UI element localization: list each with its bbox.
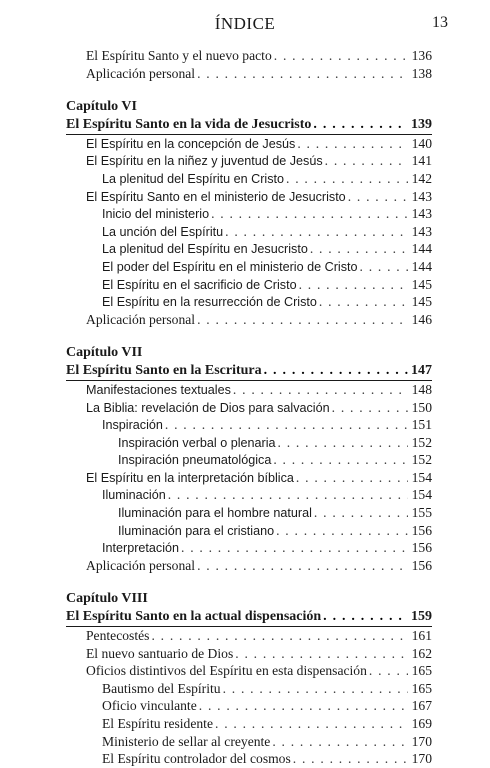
toc-entry [66, 47, 432, 65]
toc-entry-page: 154 [411, 469, 432, 485]
toc-entry-page: 156 [411, 522, 432, 538]
dot-leader [296, 469, 408, 487]
dot-leader [168, 486, 408, 504]
toc-entry [66, 205, 432, 223]
toc-entry [66, 434, 432, 452]
toc-entry-label: La plenitud del Espíritu en Jesucristo [102, 242, 308, 257]
toc-entry [66, 451, 432, 469]
toc-entry-page: 145 [411, 276, 432, 292]
toc-entry-label: Inspiración pneumatológica [118, 453, 272, 468]
dot-leader [314, 504, 408, 522]
toc-entry [66, 504, 432, 522]
toc-entry-label: El Espíritu Santo en el ministerio de Jesucristo [86, 189, 346, 204]
toc-entry-label: La Biblia: revelación de Dios para salvación [86, 400, 330, 415]
toc-entry [66, 258, 432, 276]
dot-leader [264, 362, 408, 380]
toc-entry [66, 733, 432, 751]
chapter-title-row [66, 362, 432, 381]
dot-leader [165, 416, 408, 434]
toc-entry [66, 293, 432, 311]
dot-leader [273, 451, 408, 469]
toc-entry [66, 680, 432, 698]
toc-entry [66, 750, 432, 768]
page-header [0, 14, 490, 34]
toc-entry [66, 152, 432, 170]
toc-entry-label: El nuevo santuario de Dios [86, 645, 234, 661]
chapter-title-row [66, 608, 432, 627]
chapter-title: El Espíritu Santo en la Escritura [66, 363, 262, 379]
toc-entry-page: 165 [411, 663, 432, 679]
toc-entry-label: La plenitud del Espíritu en Cristo [102, 171, 285, 186]
dot-leader [276, 522, 408, 540]
toc-entry-page: 151 [411, 417, 432, 433]
dot-leader [197, 311, 408, 329]
dot-leader [348, 188, 408, 206]
toc-entry-label: Bautismo del Espíritu [102, 680, 221, 696]
toc-entry [66, 486, 432, 504]
toc-entry-label: Manifestaciones textuales [86, 382, 231, 397]
toc-entry [66, 715, 432, 733]
dot-leader [223, 680, 408, 698]
dot-leader [197, 65, 408, 83]
dot-leader [278, 434, 408, 452]
toc-entry-page: 144 [411, 258, 432, 274]
toc-entry-label: Inspiración verbal o plenaria [118, 435, 276, 450]
toc-entry-page: 162 [411, 645, 432, 661]
toc-entry-label: Aplicación personal [86, 311, 196, 327]
dot-leader [313, 116, 408, 134]
chapter-heading: Capítulo VI [66, 99, 137, 115]
toc-entry-label: El Espíritu en la concepción de Jesús [86, 136, 296, 151]
chapter-page: 147 [411, 363, 432, 379]
dot-leader [332, 399, 408, 417]
toc-entry [66, 416, 432, 434]
toc-entry-label: Iluminación para el cristiano [118, 523, 275, 538]
toc-entry-page: 152 [411, 452, 432, 468]
dot-leader [323, 608, 408, 626]
toc-entry-label: Oficios distintivos del Espíritu en esta dispensación [86, 663, 367, 679]
toc-entry-label: El Espíritu controlador del cosmos [102, 751, 291, 767]
toc-entry-page: 150 [411, 399, 432, 415]
toc-entry [66, 662, 432, 680]
toc-entry-page: 140 [411, 135, 432, 151]
toc-entry-page: 170 [411, 751, 432, 767]
dot-leader [319, 293, 408, 311]
dot-leader [369, 662, 408, 680]
toc-entry-label: El Espíritu en la niñez y juventud de Jesús [86, 154, 323, 169]
chapter-page: 139 [411, 117, 432, 133]
toc-entry-page: 169 [411, 716, 432, 731]
toc-entry [66, 276, 432, 294]
toc-entry-label: El Espíritu en la resurrección de Cristo [102, 295, 317, 310]
toc-entry [66, 381, 432, 399]
chapter-heading: Capítulo VIII [66, 591, 148, 607]
toc-entry-page: 152 [411, 434, 432, 450]
toc-entry-label: Inspiración [102, 418, 163, 433]
toc-entry [66, 65, 432, 83]
toc-entry [66, 135, 432, 153]
toc-entry-page: 143 [411, 188, 432, 204]
toc-entry-page: 145 [411, 294, 432, 310]
page-title: ÍNDICE [214, 14, 276, 33]
dot-leader [293, 750, 408, 768]
toc-entry [66, 469, 432, 487]
toc-entry-page: 143 [411, 206, 432, 222]
toc-entry [66, 627, 432, 645]
toc-entry-page: 161 [411, 628, 432, 644]
dot-leader [215, 715, 408, 733]
toc-entry-page: 143 [411, 223, 432, 239]
chapter-page: 159 [411, 609, 432, 625]
dot-leader [151, 627, 408, 645]
toc-entry [66, 240, 432, 258]
dot-leader [235, 645, 408, 663]
dot-leader [225, 223, 408, 241]
dot-leader [233, 381, 408, 399]
dot-leader [297, 135, 408, 153]
dot-leader [360, 258, 409, 276]
toc-entry-page: 146 [411, 311, 432, 327]
toc-entry-label: Ministerio de sellar al creyente [102, 733, 271, 749]
dot-leader [274, 47, 408, 65]
toc-entry [66, 223, 432, 241]
toc-entry [66, 645, 432, 663]
toc-entry-label: El poder del Espíritu en el ministerio de Cristo [102, 259, 358, 274]
toc-entry-page: 154 [411, 487, 432, 503]
page-number: 13 [432, 14, 448, 31]
toc-entry-label: Aplicación personal [86, 65, 196, 81]
toc-entry-page: 141 [411, 153, 432, 169]
toc-entry-page: 155 [411, 505, 432, 521]
toc-entry-page: 142 [411, 170, 432, 186]
table-of-contents [66, 47, 432, 768]
toc-entry-label: Iluminación para el hombre natural [118, 506, 312, 521]
toc-entry-label: Pentecostés [86, 628, 150, 644]
toc-entry-label: Iluminación [102, 488, 166, 503]
toc-entry-page: 156 [411, 540, 432, 556]
toc-entry [66, 311, 432, 329]
toc-entry [66, 522, 432, 540]
dot-leader [310, 240, 408, 258]
toc-entry-page: 156 [411, 557, 432, 573]
toc-entry-page: 136 [411, 48, 432, 63]
dot-leader [181, 539, 408, 557]
toc-entry-label: Oficio vinculante [102, 698, 197, 714]
toc-entry-page: 165 [411, 680, 432, 696]
toc-entry [66, 188, 432, 206]
toc-entry-label: La unción del Espíritu [102, 224, 224, 239]
chapter-title-row [66, 116, 432, 135]
toc-entry-label: Inicio del ministerio [102, 207, 210, 222]
toc-entry-label: Interpretación [102, 541, 180, 556]
toc-entry-label: El Espíritu residente [102, 716, 213, 731]
chapter-heading: Capítulo VII [66, 345, 143, 361]
chapter-title: El Espíritu Santo en la actual dispensación [66, 609, 322, 625]
dot-leader [197, 557, 408, 575]
toc-entry [66, 399, 432, 417]
toc-entry-page: 170 [411, 733, 432, 749]
dot-leader [325, 152, 408, 170]
toc-entry-page: 138 [411, 65, 432, 81]
toc-entry-label: El Espíritu en la interpretación bíblica [86, 470, 294, 485]
toc-entry-page: 167 [411, 698, 432, 714]
toc-entry-label: El Espíritu Santo y el nuevo pacto [86, 48, 272, 63]
toc-entry-label: El Espíritu en el sacrificio de Cristo [102, 277, 297, 292]
dot-leader [272, 733, 408, 751]
dot-leader [286, 170, 408, 188]
toc-entry-label: Aplicación personal [86, 557, 196, 573]
dot-leader [199, 697, 408, 715]
toc-entry [66, 697, 432, 715]
toc-entry-page: 144 [411, 241, 432, 257]
toc-entry-page: 148 [411, 381, 432, 397]
chapter-title: El Espíritu Santo en la vida de Jesucristo [66, 117, 312, 133]
dot-leader [211, 205, 408, 223]
toc-entry [66, 170, 432, 188]
dot-leader [299, 276, 408, 294]
toc-entry [66, 539, 432, 557]
toc-entry [66, 557, 432, 575]
